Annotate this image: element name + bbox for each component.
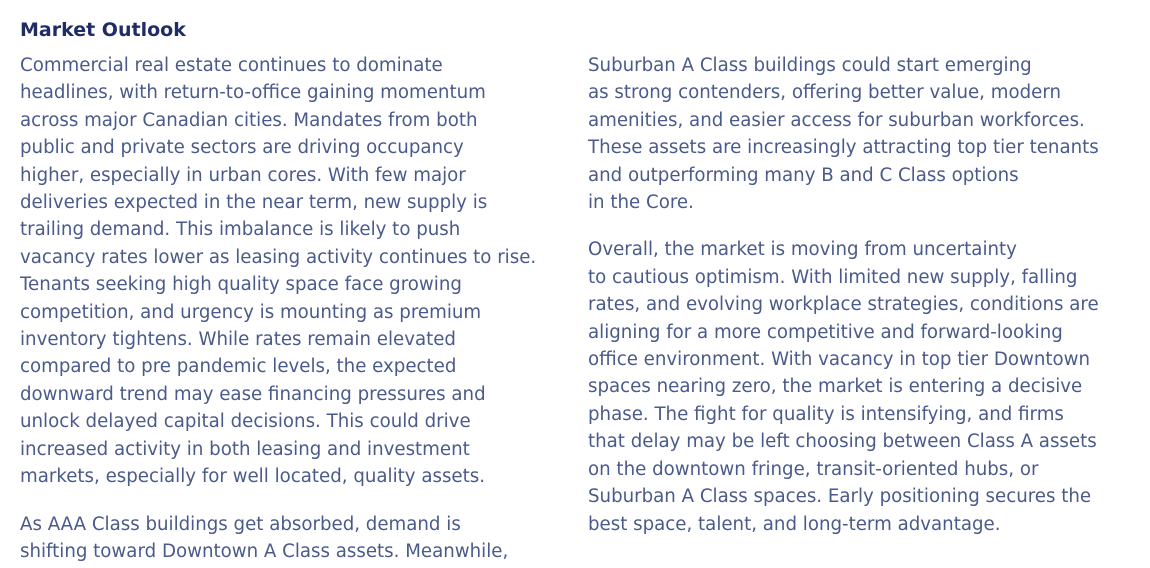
text-line: markets, especially for well located, quality assets. — [20, 466, 485, 488]
text-line: to cautious optimism. With limited new supply, falling — [588, 266, 1078, 288]
text-line: rates, and evolving workplace strategies, conditions are — [588, 294, 1099, 316]
left-column — [20, 52, 565, 565]
text-line: best space, talent, and long-term advantage. — [588, 513, 1001, 535]
body-paragraph — [20, 52, 565, 491]
section-title: Market Outlook — [20, 19, 186, 41]
text-line: Suburban A Class spaces. Early positioning secures the — [588, 486, 1092, 508]
text-line: unlock delayed capital decisions. This could drive — [20, 411, 471, 433]
text-line: public and private sectors are driving occupancy — [20, 137, 464, 159]
text-line: trailing demand. This imbalance is likely to push — [20, 219, 461, 241]
text-line: increased activity in both leasing and investment — [20, 438, 470, 460]
text-line: Suburban A Class buildings could start emerging — [588, 55, 1032, 76]
text-line: office environment. With vacancy in top tier Downtown — [588, 349, 1091, 371]
text-line: As AAA Class buildings get absorbed, demand is — [20, 513, 461, 535]
text-line: aligning for a more competitive and forward-looking — [588, 321, 1063, 343]
text-line: headlines, with return-to-office gaining momentum — [20, 82, 486, 104]
text-line: as strong contenders, offering better value, modern — [588, 82, 1061, 104]
text-line: on the downtown fringe, transit-oriented hubs, or — [588, 458, 1039, 480]
text-line: in the Core. — [588, 192, 694, 214]
paragraph-gap — [20, 491, 565, 511]
text-line: vacancy rates lower as leasing activity continues to rise. — [20, 246, 537, 268]
text-line: Commercial real estate continues to dominate — [20, 55, 443, 76]
text-line: amenities, and easier access for suburban workforces. — [588, 109, 1085, 131]
body-paragraph — [20, 511, 565, 566]
text-line: Tenants seeking high quality space face growing — [20, 274, 462, 296]
text-line: compared to pre pandemic levels, the expected — [20, 356, 457, 378]
right-column — [588, 52, 1143, 538]
text-line: and outperforming many B and C Class options — [588, 164, 1019, 186]
text-line: These assets are increasingly attracting top tier tenants — [588, 137, 1099, 159]
text-line: phase. The fight for quality is intensifying, and firms — [588, 403, 1064, 425]
paragraph-gap — [588, 216, 1143, 236]
text-line: downward trend may ease financing pressures and — [20, 383, 486, 405]
text-line: shifting toward Downtown A Class assets. Meanwhile, — [20, 540, 509, 562]
text-line: inventory tightens. While rates remain elevated — [20, 329, 456, 351]
text-line: competition, and urgency is mounting as premium — [20, 301, 482, 323]
text-line: higher, especially in urban cores. With few major — [20, 164, 466, 186]
text-line: across major Canadian cities. Mandates from both — [20, 109, 478, 131]
text-line: deliveries expected in the near term, new supply is — [20, 192, 488, 214]
text-line: Overall, the market is moving from uncertainty — [588, 239, 1017, 261]
text-line: spaces nearing zero, the market is entering a decisive — [588, 376, 1083, 398]
body-paragraph — [588, 236, 1143, 537]
body-paragraph — [588, 52, 1143, 216]
text-line: that delay may be left choosing between Class A assets — [588, 431, 1097, 453]
